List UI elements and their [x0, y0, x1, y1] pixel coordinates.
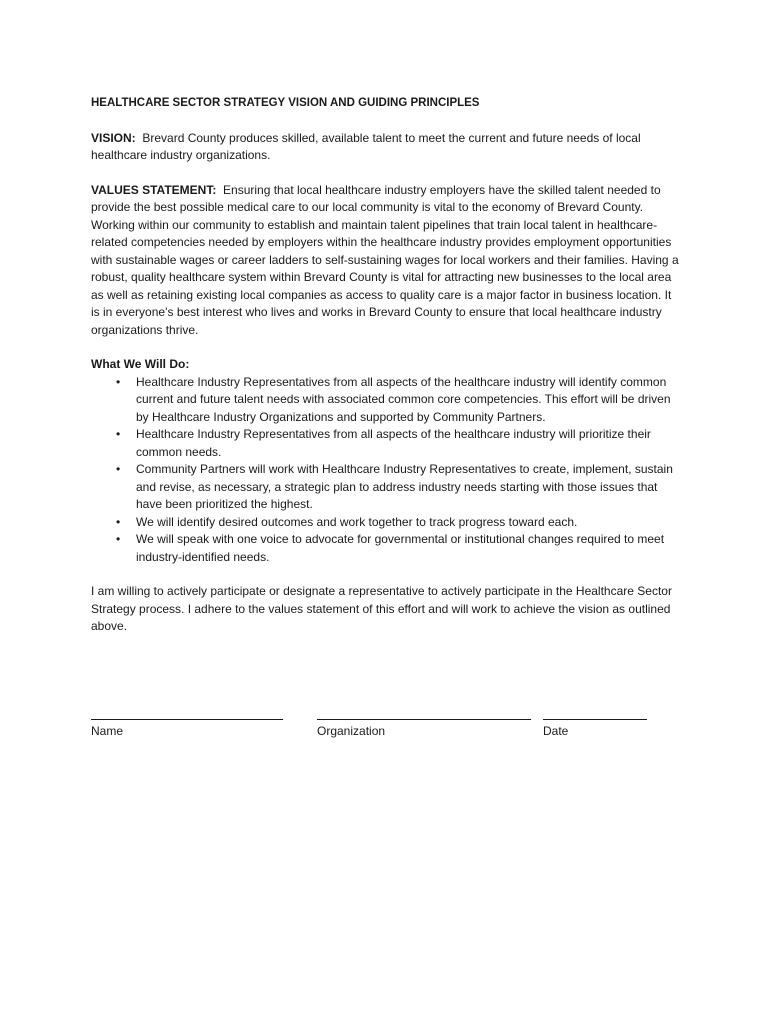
what-we-will-do-heading: What We Will Do: [91, 357, 190, 371]
list-item [91, 374, 681, 427]
values-paragraph [91, 182, 681, 340]
organization-signature-line[interactable] [317, 705, 531, 720]
list-item [91, 426, 681, 461]
vision-label: VISION: [91, 130, 136, 145]
list-item-text: Community Partners will work with Healthcare Industry Representatives to create, implement, sustain and revise, as necessary, a strategic plan to address industry needs starting with those issues that have been prioritized the highest. [136, 462, 673, 511]
organization-signature [317, 705, 531, 741]
name-signature [91, 705, 283, 741]
values-label: VALUES STATEMENT: [91, 182, 217, 197]
values-text: Ensuring that local healthcare industry employers have the skilled talent needed to provide the best possible medical care to our local community is vital to the economy of Brevard County. Working within our community to establish and maintain talent pipelines that train local talent in healthcare-related competencies needed by employers within the healthcare industry provides employment opportunities with sustainable wages or career ladders to self-sustaining wages for local workers and their families. Having a robust, quality healthcare system within Brevard County is vital for attracting new businesses to the local area as well as retaining existing local companies as access to quality care is a major factor in business location. It is in everyone’s best interest who lives and works in Brevard County to ensure that local healthcare industry organizations thrive. [91, 182, 679, 337]
document-title: HEALTHCARE SECTOR STRATEGY VISION AND GUIDING PRINCIPLES [91, 97, 480, 109]
signature-block [91, 705, 681, 745]
list-item [91, 514, 681, 532]
date-signature [543, 705, 647, 741]
list-item [91, 461, 681, 514]
list-item-text: We will identify desired outcomes and work together to track progress toward each. [136, 514, 578, 529]
bullet-icon: • [116, 427, 121, 441]
bullet-icon: • [116, 514, 121, 529]
vision-text: Brevard County produces skilled, available talent to meet the current and future needs of local healthcare industry organizations. [91, 130, 641, 162]
vision-paragraph [91, 130, 681, 165]
date-label: Date [543, 724, 569, 738]
list-item [91, 531, 681, 566]
bullet-icon: • [116, 462, 121, 476]
date-signature-line[interactable] [543, 705, 647, 720]
name-label: Name [91, 724, 124, 738]
name-signature-line[interactable] [91, 705, 283, 720]
list-item-text: We will speak with one voice to advocate for governmental or institutional changes required to meet industry-identified needs. [136, 532, 665, 564]
list-item-text: Healthcare Industry Representatives from all aspects of the healthcare industry will identify common current and future talent needs with associated common core competencies. This effort will be driven by Healthcare Industry Organizations and supported by Community Partners. [136, 374, 671, 424]
document-body [91, 95, 681, 653]
bullet-icon: • [116, 374, 121, 389]
list-item-text: Healthcare Industry Representatives from all aspects of the healthcare industry will prioritize their common needs. [136, 427, 651, 459]
commitment-paragraph: I am willing to actively participate or designate a representative to actively participate in the Healthcare Sector Strategy process. I adhere to the values statement of this effort and will work to achieve the vision as outlined above. [91, 584, 672, 633]
what-we-will-do-list [91, 374, 681, 567]
organization-label: Organization [317, 724, 386, 738]
bullet-icon: • [116, 532, 121, 546]
